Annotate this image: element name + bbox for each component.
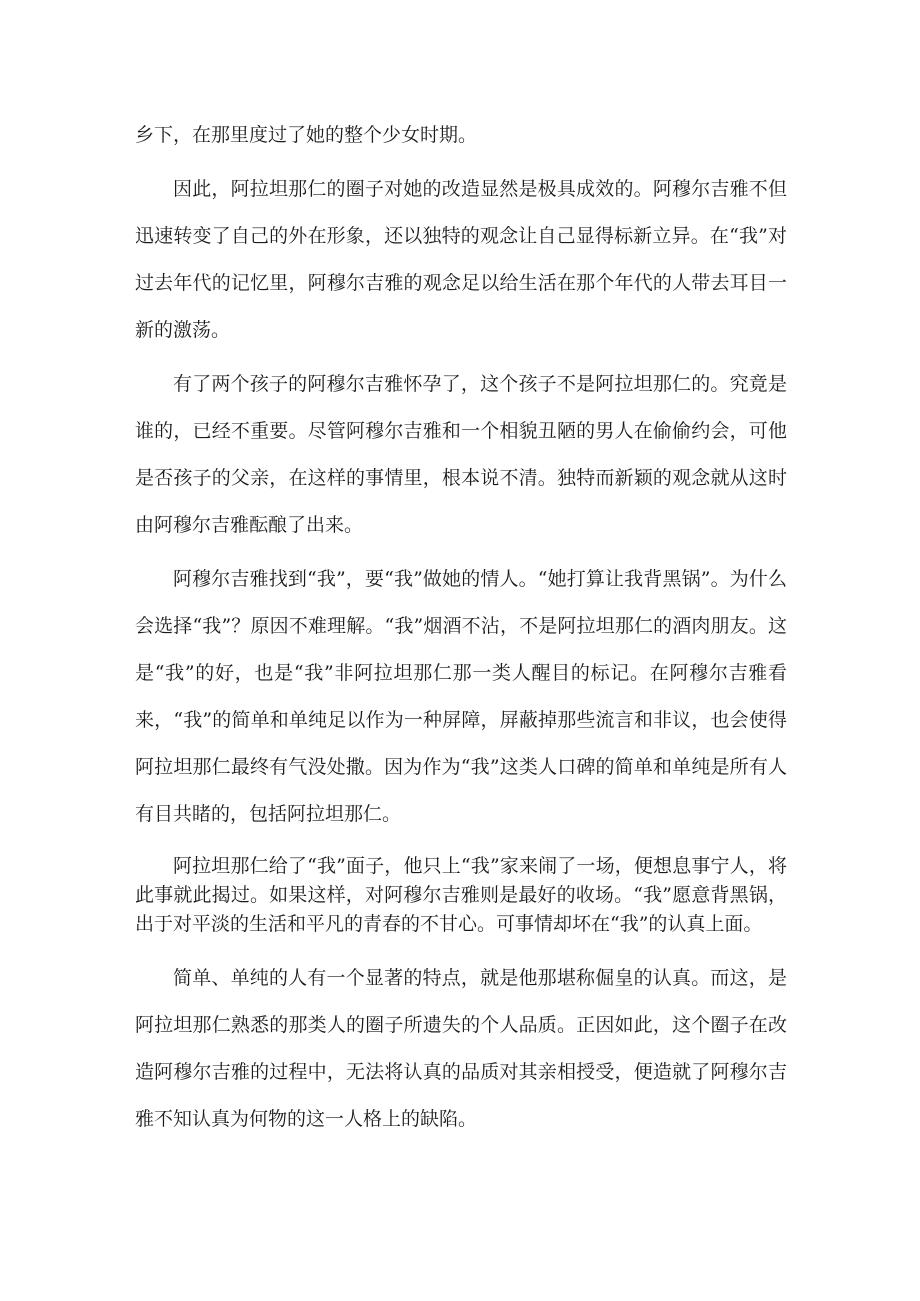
document-body — [135, 112, 787, 1150]
paragraph-earnestness: 简单、单纯的人有一个显著的特点，就是他那堪称倔皇的认真。而这，是阿拉坦那仁熟悉的那类人的圈子所遗失的个人品质。正因如此，这个圈子在改造阿穆尔吉雅的过程中，无法将认真的品质对其亲相授受，便造就了阿穆尔吉雅不知认真为何物的这一人格上的缺陷。 — [135, 967, 787, 1130]
paragraph-proposal: 阿穆尔吉雅找到“我”，要“我”做她的情人。“她打算让我背黑锅”。为什么会选择“我”？原因不难理解。“我”烟酒不沾，不是阿拉坦那仁的酒肉朋友。这是“我”的好，也是“我”非阿拉坦那仁那一类人醒目的标记。在阿穆尔吉雅看来，“我”的简单和单纯足以作为一种屏障，屏蔽掉那些流言和非议，也会使得阿拉坦那仁最终有气没处撒。因为作为“我”这类人口碑的简单和单纯是所有人有目共睹的，包括阿拉坦那仁。 — [135, 568, 787, 825]
paragraph-transformation: 因此，阿拉坦那仁的圈子对她的改造显然是极具成效的。阿穆尔吉雅不但迅速转变了自己的外在形象，还以独特的观念让自己显得标新立异。在“我”对过去年代的记忆里，阿穆尔吉雅的观念足以给生活在那个年代的人带去耳目一新的激荡。 — [135, 178, 787, 341]
paragraph-continuation: 乡下，在那里度过了她的整个少女时期。 — [135, 124, 478, 146]
paragraph-settlement: 阿拉坦那仁给了“我”面子，他只上“我”家来闹了一场，便想息事宁人，将此事就此揭过。如果这样，对阿穆尔吉雅则是最好的收场。“我”愿意背黑锅，出于对平淡的生活和平凡的青春的不甘心。可事情却坏在“我”的认真上面。 — [135, 855, 787, 935]
paragraph-pregnancy: 有了两个孩子的阿穆尔吉雅怀孕了，这个孩子不是阿拉坦那仁的。究竟是谁的，已经不重要。尽管阿穆尔吉雅和一个相貌丑陋的男人在偷偷约会，可他是否孩子的父亲，在这样的事情里，根本说不清。独特而新颖的观念就从这时由阿穆尔吉雅酝酿了出来。 — [135, 373, 787, 536]
